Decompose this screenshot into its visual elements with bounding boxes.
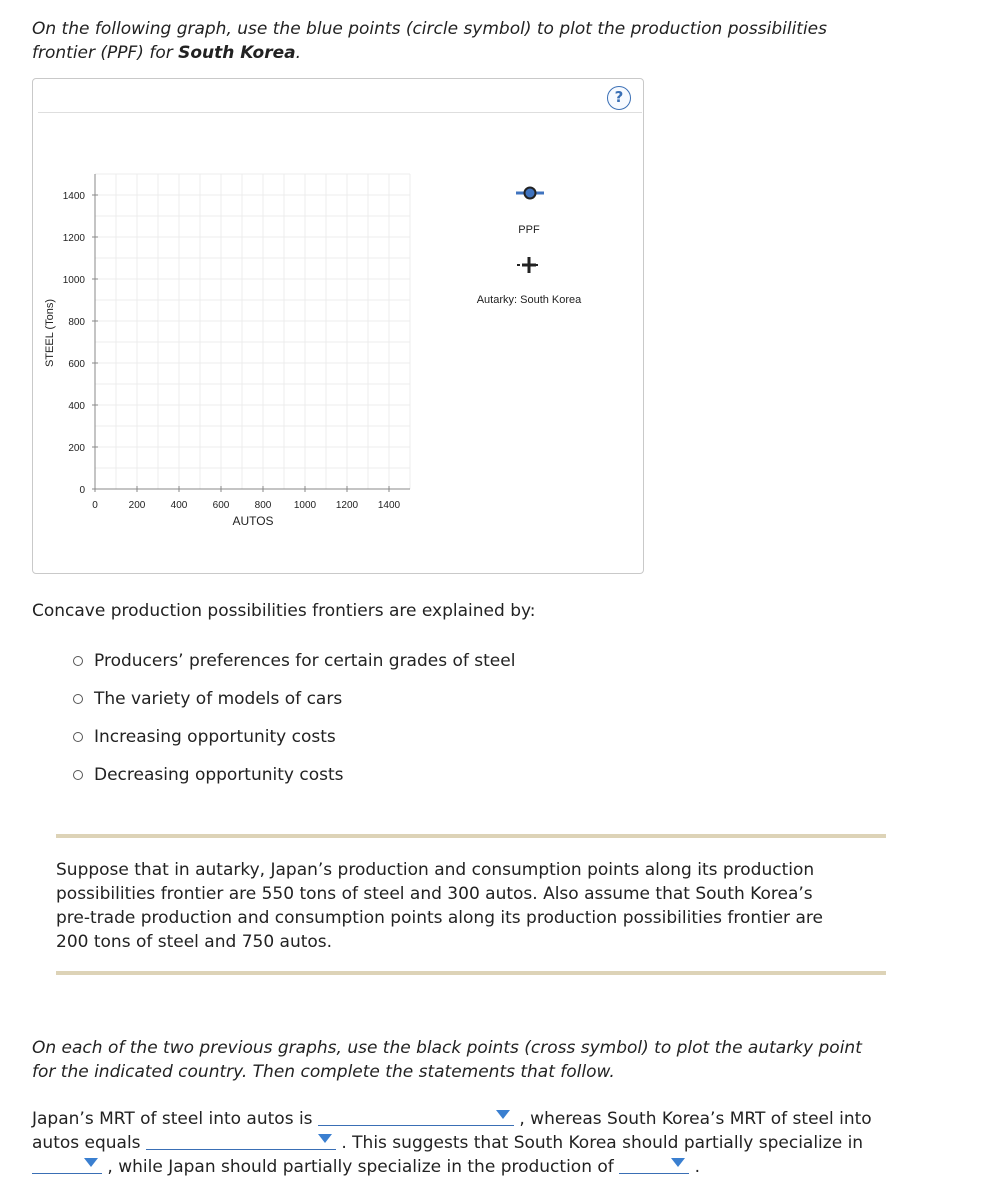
y-tick-label: 200: [68, 443, 85, 454]
x-tick-label: 200: [128, 500, 146, 511]
x-tick-label: 1200: [335, 500, 359, 511]
x-tick-label: 1400: [377, 500, 401, 511]
option-4[interactable]: Decreasing opportunity costs: [73, 756, 515, 794]
korea-specialize-dropdown[interactable]: [32, 1155, 102, 1174]
x-tick-label: 600: [212, 500, 230, 511]
x-tick-label: 0: [92, 500, 98, 511]
korea-mrt-dropdown[interactable]: [146, 1131, 336, 1150]
chart-axes: [95, 174, 410, 489]
dropdown-arrow-icon: [496, 1110, 510, 1119]
autarky-tool[interactable]: [517, 257, 541, 273]
cross-icon[interactable]: [522, 257, 536, 273]
country-name: South Korea: [178, 43, 296, 63]
y-tick-label: 1400: [62, 191, 85, 202]
japan-mrt-dropdown[interactable]: [318, 1107, 514, 1126]
x-axis-label: AUTOS: [232, 514, 274, 528]
question-prompt: Concave production possibilities frontiers are explained by:: [32, 601, 536, 621]
radio-button[interactable]: [73, 770, 83, 780]
ppf-graph[interactable]: [0, 0, 700, 580]
instruction-text: On the following graph, use the blue points (circle symbol) to plot the production possibilities frontier (PPF) for South Korea.: [32, 19, 827, 63]
scenario-text: Suppose that in autarky, Japan’s production and consumption points along its production possibilities frontier are 550 tons of steel and 300 autos. Also assume that South Korea’s pre-trade production and consumption points along its production possibilities frontier are 200 tons of steel and 750 autos.: [56, 860, 823, 952]
chart-ticks: [63, 191, 401, 511]
help-icon[interactable]: ?: [607, 86, 631, 110]
y-tick-label: 800: [68, 317, 85, 328]
radio-button[interactable]: [73, 732, 83, 742]
y-tick-label: 400: [68, 401, 85, 412]
y-tick-label: 1200: [62, 233, 85, 244]
japan-specialize-dropdown[interactable]: [619, 1155, 689, 1174]
chart-grid: [95, 174, 410, 489]
y-tick-label: 0: [79, 485, 85, 496]
ppf-circle-icon[interactable]: [525, 188, 536, 199]
x-tick-label: 800: [254, 500, 272, 511]
radio-button[interactable]: [73, 694, 83, 704]
option-2[interactable]: The variety of models of cars: [73, 680, 515, 718]
radio-button[interactable]: [73, 656, 83, 666]
ppf-legend-label: PPF: [518, 224, 540, 236]
dropdown-arrow-icon: [84, 1158, 98, 1167]
fill-in-statement: Japan’s MRT of steel into autos is , whereas South Korea’s MRT of steel into autos equals . This suggests that South Korea should partially specialize in , while Japan should partially specialize in the production of .: [32, 1109, 872, 1177]
instruction-2: On each of the two previous graphs, use the black points (cross symbol) to plot the autarky point for the indicated country. Then complete the statements that follow.: [32, 1038, 862, 1082]
y-axis-label: STEEL (Tons): [44, 298, 56, 368]
dropdown-arrow-icon: [318, 1134, 332, 1143]
ppf-tool[interactable]: [516, 188, 544, 199]
option-1[interactable]: Producers’ preferences for certain grades of steel: [73, 642, 515, 680]
y-tick-label: 1000: [62, 275, 85, 286]
option-3[interactable]: Increasing opportunity costs: [73, 718, 515, 756]
divider-bottom: [56, 971, 886, 975]
y-tick-label: 600: [68, 359, 85, 370]
autarky-legend-label: Autarky: South Korea: [476, 294, 582, 306]
divider-top: [56, 834, 886, 838]
answer-options: [73, 642, 515, 794]
x-tick-label: 1000: [293, 500, 317, 511]
dropdown-arrow-icon: [671, 1158, 685, 1167]
x-tick-label: 400: [170, 500, 188, 511]
